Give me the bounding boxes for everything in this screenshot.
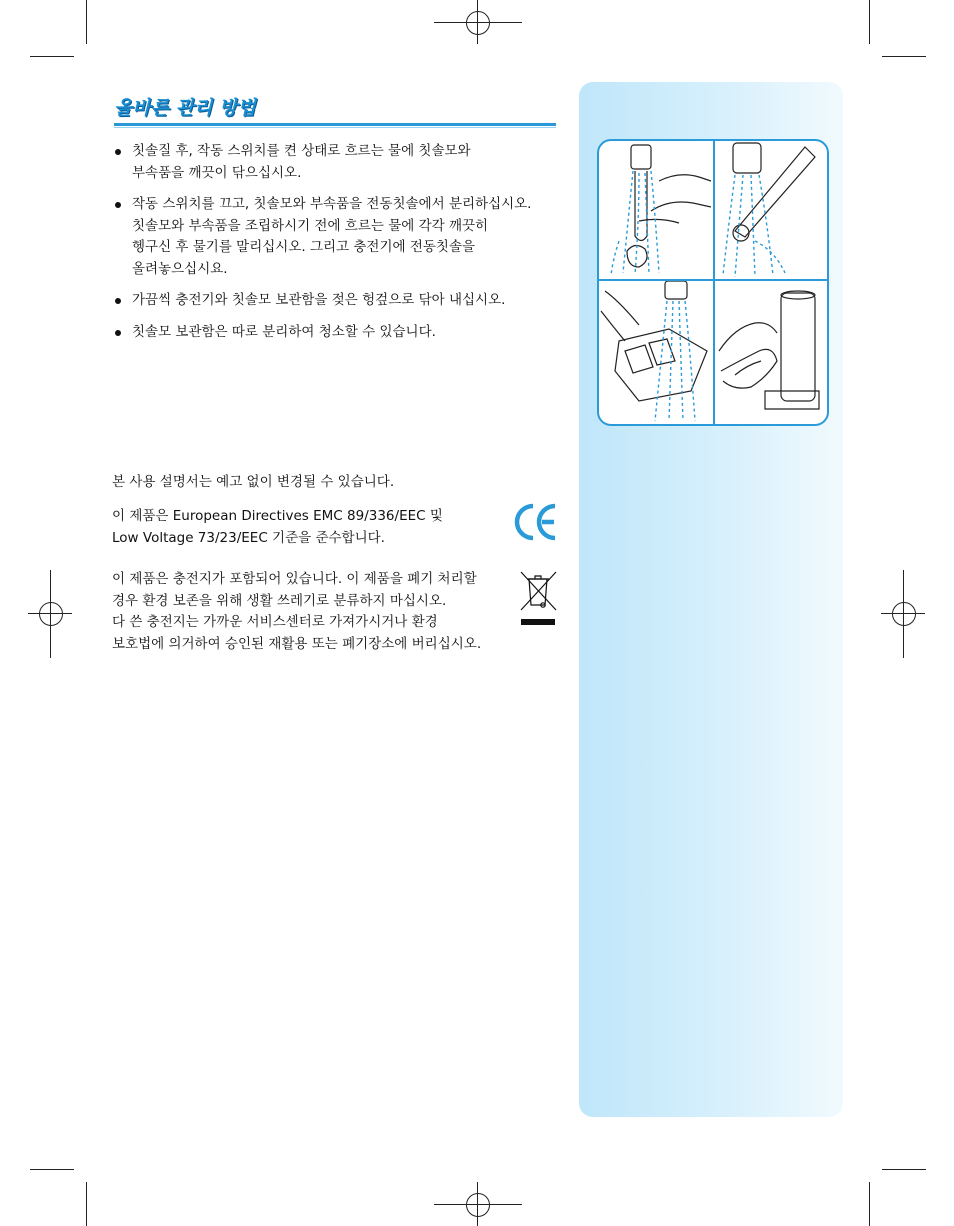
change-notice: 본 사용 설명서는 예고 없이 변경될 수 있습니다. [112, 474, 395, 490]
ce-compliance-notice: 이 제품은 European Directives EMC 89/336/EEC 및 Low Voltage 73/23/EEC 기준을 준수합니다. [112, 508, 443, 546]
ce-mark-icon [514, 502, 558, 542]
crop-mark [30, 1169, 74, 1170]
disposal-notice: 이 제품은 충전지가 포함되어 있습니다. 이 제품을 폐기 처리할 경우 환경 보존을 위해 생활 쓰레기로 분류하지 마십시오. 다 쓴 충전지는 가까운 서비스센터로 가져가시거나 환경 보호법에 의거하여 승인된 재활용 또는 폐기장소에 버리십시오. [112, 571, 482, 652]
rinse-storage-case-illustration [599, 281, 713, 424]
heading-underline [114, 123, 556, 126]
care-instructions-list [114, 141, 584, 353]
list-item: 작동 스위치를 끄고, 칫솔모와 부속품을 전동칫솔에서 분리하십시오. 칫솔모와 부속품을 조립하시기 전에 흐르는 물에 각각 깨끗히 헹구신 후 물기를 말리십시오. 그리고 충전기에 전동칫솔을 올려놓으십시요. [114, 194, 584, 280]
list-item: 가끔씩 충전기와 칫솔모 보관함을 젖은 헝겊으로 닦아 내십시오. [114, 290, 584, 312]
rinse-toothbrush-illustration [715, 141, 827, 279]
cleaning-illustration [597, 139, 829, 426]
rinse-brush-head-illustration [599, 141, 713, 279]
crop-mark [882, 56, 926, 57]
crop-mark [86, 0, 87, 44]
heading-underline-light [114, 127, 556, 128]
wipe-charger-illustration [715, 281, 827, 424]
crop-mark [869, 0, 870, 44]
list-item: 칫솔모 보관함은 따로 분리하여 청소할 수 있습니다. [114, 322, 584, 344]
crossed-out-wheeled-bin-icon [518, 569, 558, 631]
crop-mark [86, 1182, 87, 1226]
crop-mark [30, 56, 74, 57]
crop-mark [869, 1182, 870, 1226]
crop-mark [882, 1169, 926, 1170]
section-heading: 올바른 관리 방법 [114, 97, 256, 119]
list-item: 칫솔질 후, 작동 스위치를 켠 상태로 흐르는 물에 칫솔모와 부속품을 깨끗이 닦으십시오. [114, 141, 584, 184]
